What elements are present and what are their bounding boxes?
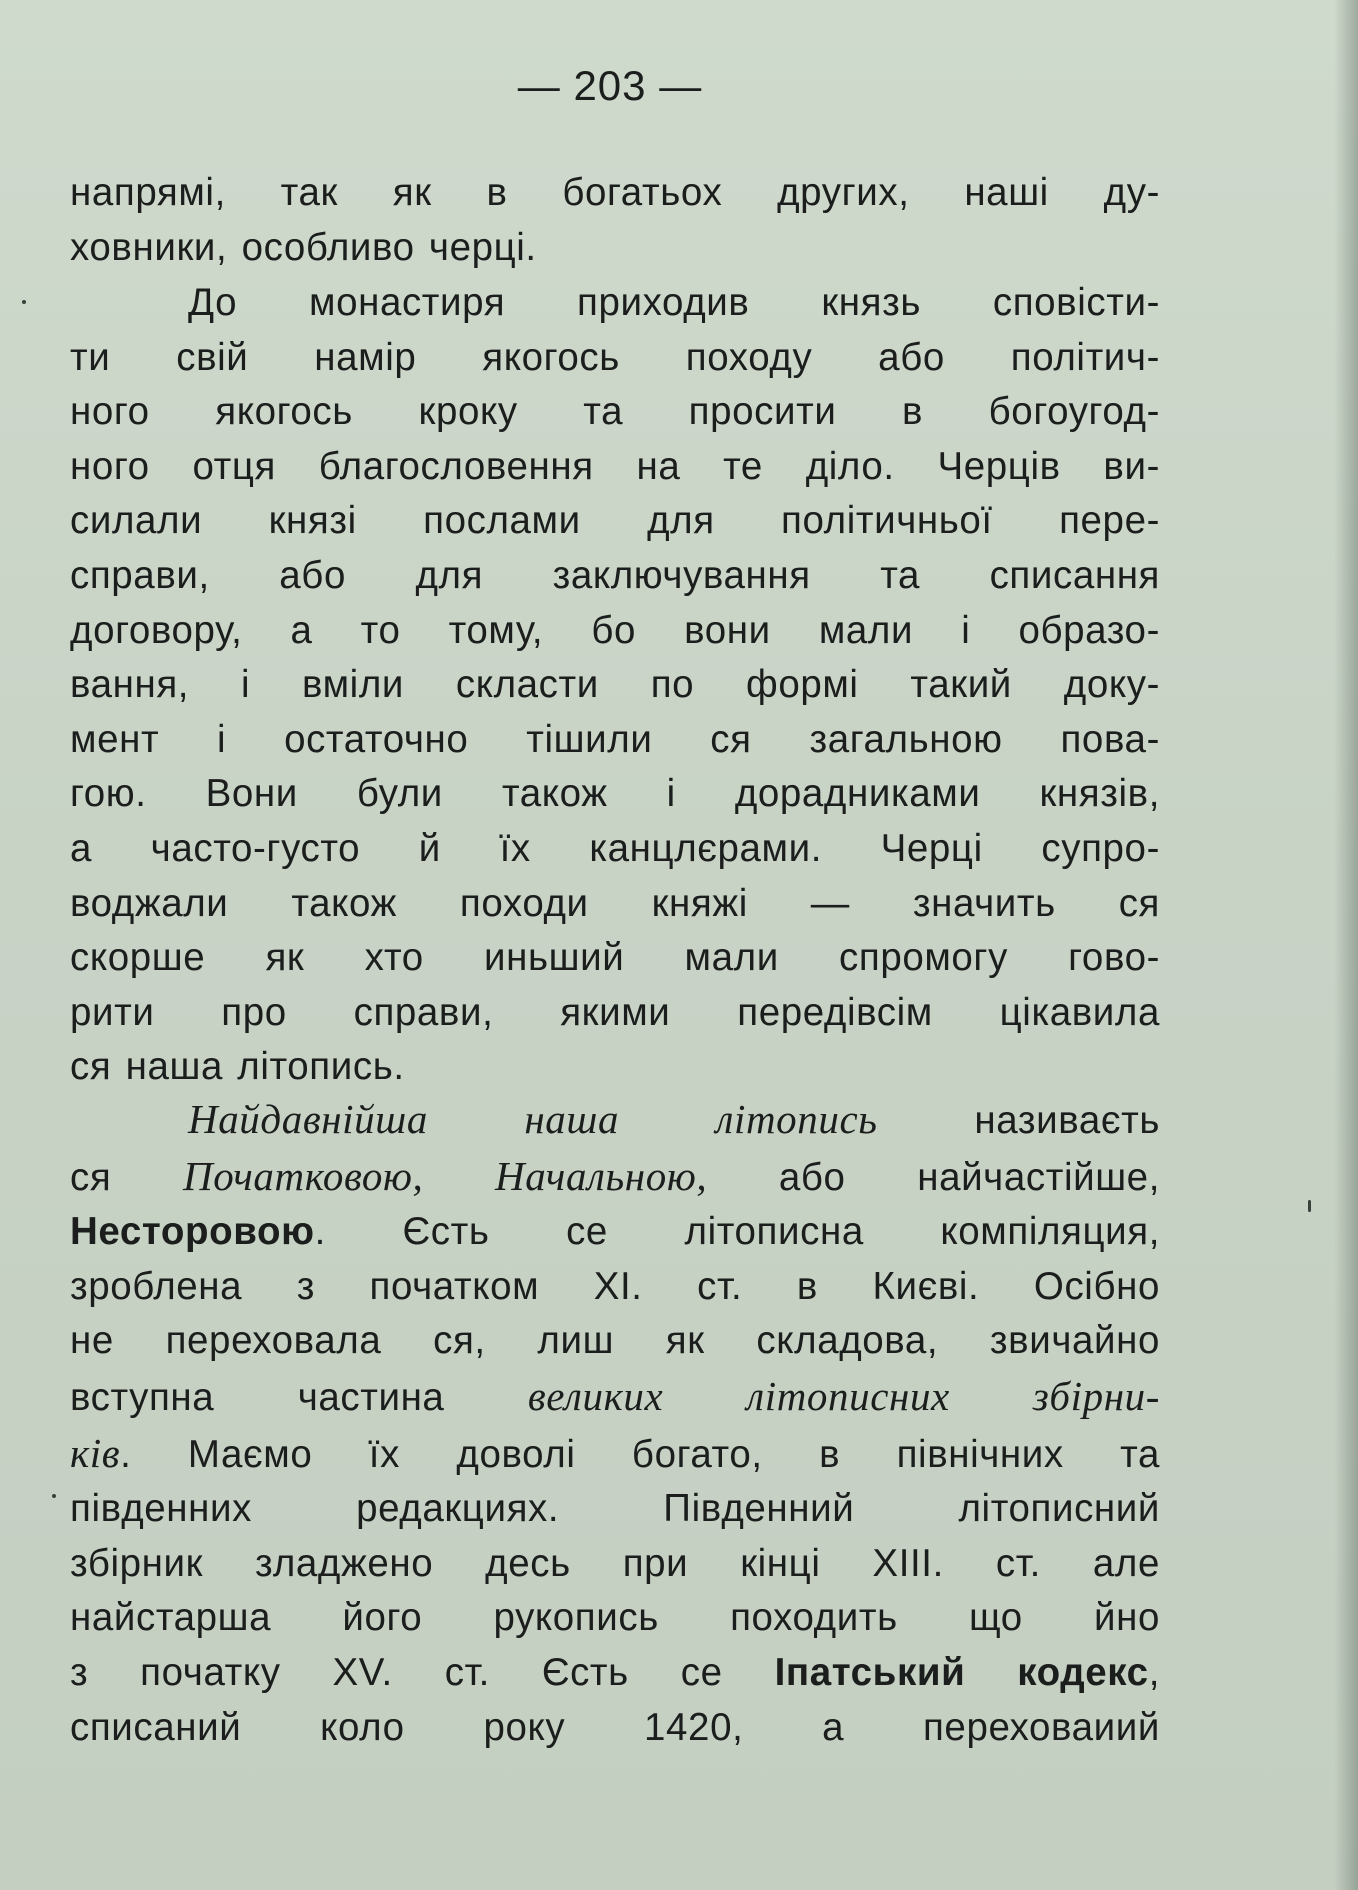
text-run: вступна частина (70, 1375, 528, 1419)
text-line: а часто-густо й їх канцлєрами. Черці супро- (70, 826, 1160, 870)
text-line (70, 1646, 1160, 1701)
text-line: рити про справи, якими передівсім цікавила (70, 990, 1160, 1034)
text-run: або найчастійше, (707, 1155, 1160, 1199)
text-run: з початку XV. ст. Єсть се (70, 1650, 775, 1694)
text-line: ного отця благословення на те діло. Черців ви- (70, 444, 1160, 488)
paragraph-2 (70, 276, 1160, 1095)
text-run: . Єсть се літописна компіляция, (314, 1210, 1160, 1254)
paragraph-3 (70, 1092, 1160, 1755)
text-line: найстарша його рукопись походить що йно (70, 1596, 1160, 1640)
italic-phrase: Початковою, (182, 1152, 424, 1199)
paper-speck (52, 1494, 56, 1498)
text-run: ся (70, 1155, 183, 1199)
text-line: не переховала ся, лиш як складова, звичайно (70, 1319, 1160, 1363)
bold-term: Несторовою (70, 1210, 315, 1254)
text-line (70, 1205, 1160, 1260)
text-line (70, 1426, 1160, 1483)
text-run: , (1148, 1650, 1160, 1694)
text-line: гою. Вони були також і дорадниками князів, (70, 772, 1160, 816)
text-line (70, 1149, 1160, 1206)
bold-term: Іпатський кодекс (774, 1650, 1149, 1694)
text-line: воджали також походи княжі — значить ся (70, 881, 1160, 925)
text-line: ся наша літопись. (70, 1045, 405, 1089)
text-run: називаєть (877, 1099, 1160, 1142)
text-line: договору, а то тому, бо вони мали і образо- (70, 608, 1160, 652)
page-number: — 203 — (517, 62, 703, 109)
text-line: скорше як хто иньший мали спромогу гово- (70, 936, 1160, 980)
text-line: силали князі послами для політичньої пере- (70, 499, 1160, 543)
text-line: До монастиря приходив князь сповісти- (188, 281, 1160, 324)
text-run: . Маємо їх доволі богато, в північних та (120, 1432, 1160, 1476)
italic-phrase: ків (70, 1429, 121, 1476)
page-edge-shadow (1334, 0, 1358, 1890)
text-line (70, 1369, 1160, 1426)
paper-speck (1308, 1200, 1311, 1212)
text-line: ного якогось кроку та просити в богоугод- (70, 390, 1160, 434)
text-line: списаний коло року 1420, а переховаиий (70, 1705, 1160, 1749)
italic-phrase: великих літописних збірни- (527, 1372, 1160, 1419)
text-run (423, 1156, 495, 1199)
text-line: справи, або для заключування та списання (70, 553, 1160, 597)
text-line: зроблена з початком XI. ст. в Києві. Осібно (70, 1264, 1160, 1308)
paper-speck (22, 300, 26, 304)
text-line: ховники, особливо черці. (70, 225, 537, 269)
text-line: напрямі, так як в богатьох других, наші ду- (70, 171, 1160, 214)
text-line (70, 1092, 1160, 1149)
text-line: вання, і вміли скласти по формі такий доку- (70, 663, 1160, 707)
italic-phrase: Начальною, (495, 1152, 708, 1199)
text-line: мент і остаточно тішили ся загальною пова- (70, 717, 1160, 761)
italic-phrase: Найдавнійша наша літопись (188, 1096, 878, 1142)
text-line: південних редакциях. Південний літописний (70, 1487, 1160, 1531)
text-line: збірник зладжено десь при кінці XIII. ст. але (70, 1541, 1160, 1585)
text-line: ти свій намір якогось походу або політич- (70, 335, 1160, 379)
paragraph-1 (70, 166, 1160, 275)
